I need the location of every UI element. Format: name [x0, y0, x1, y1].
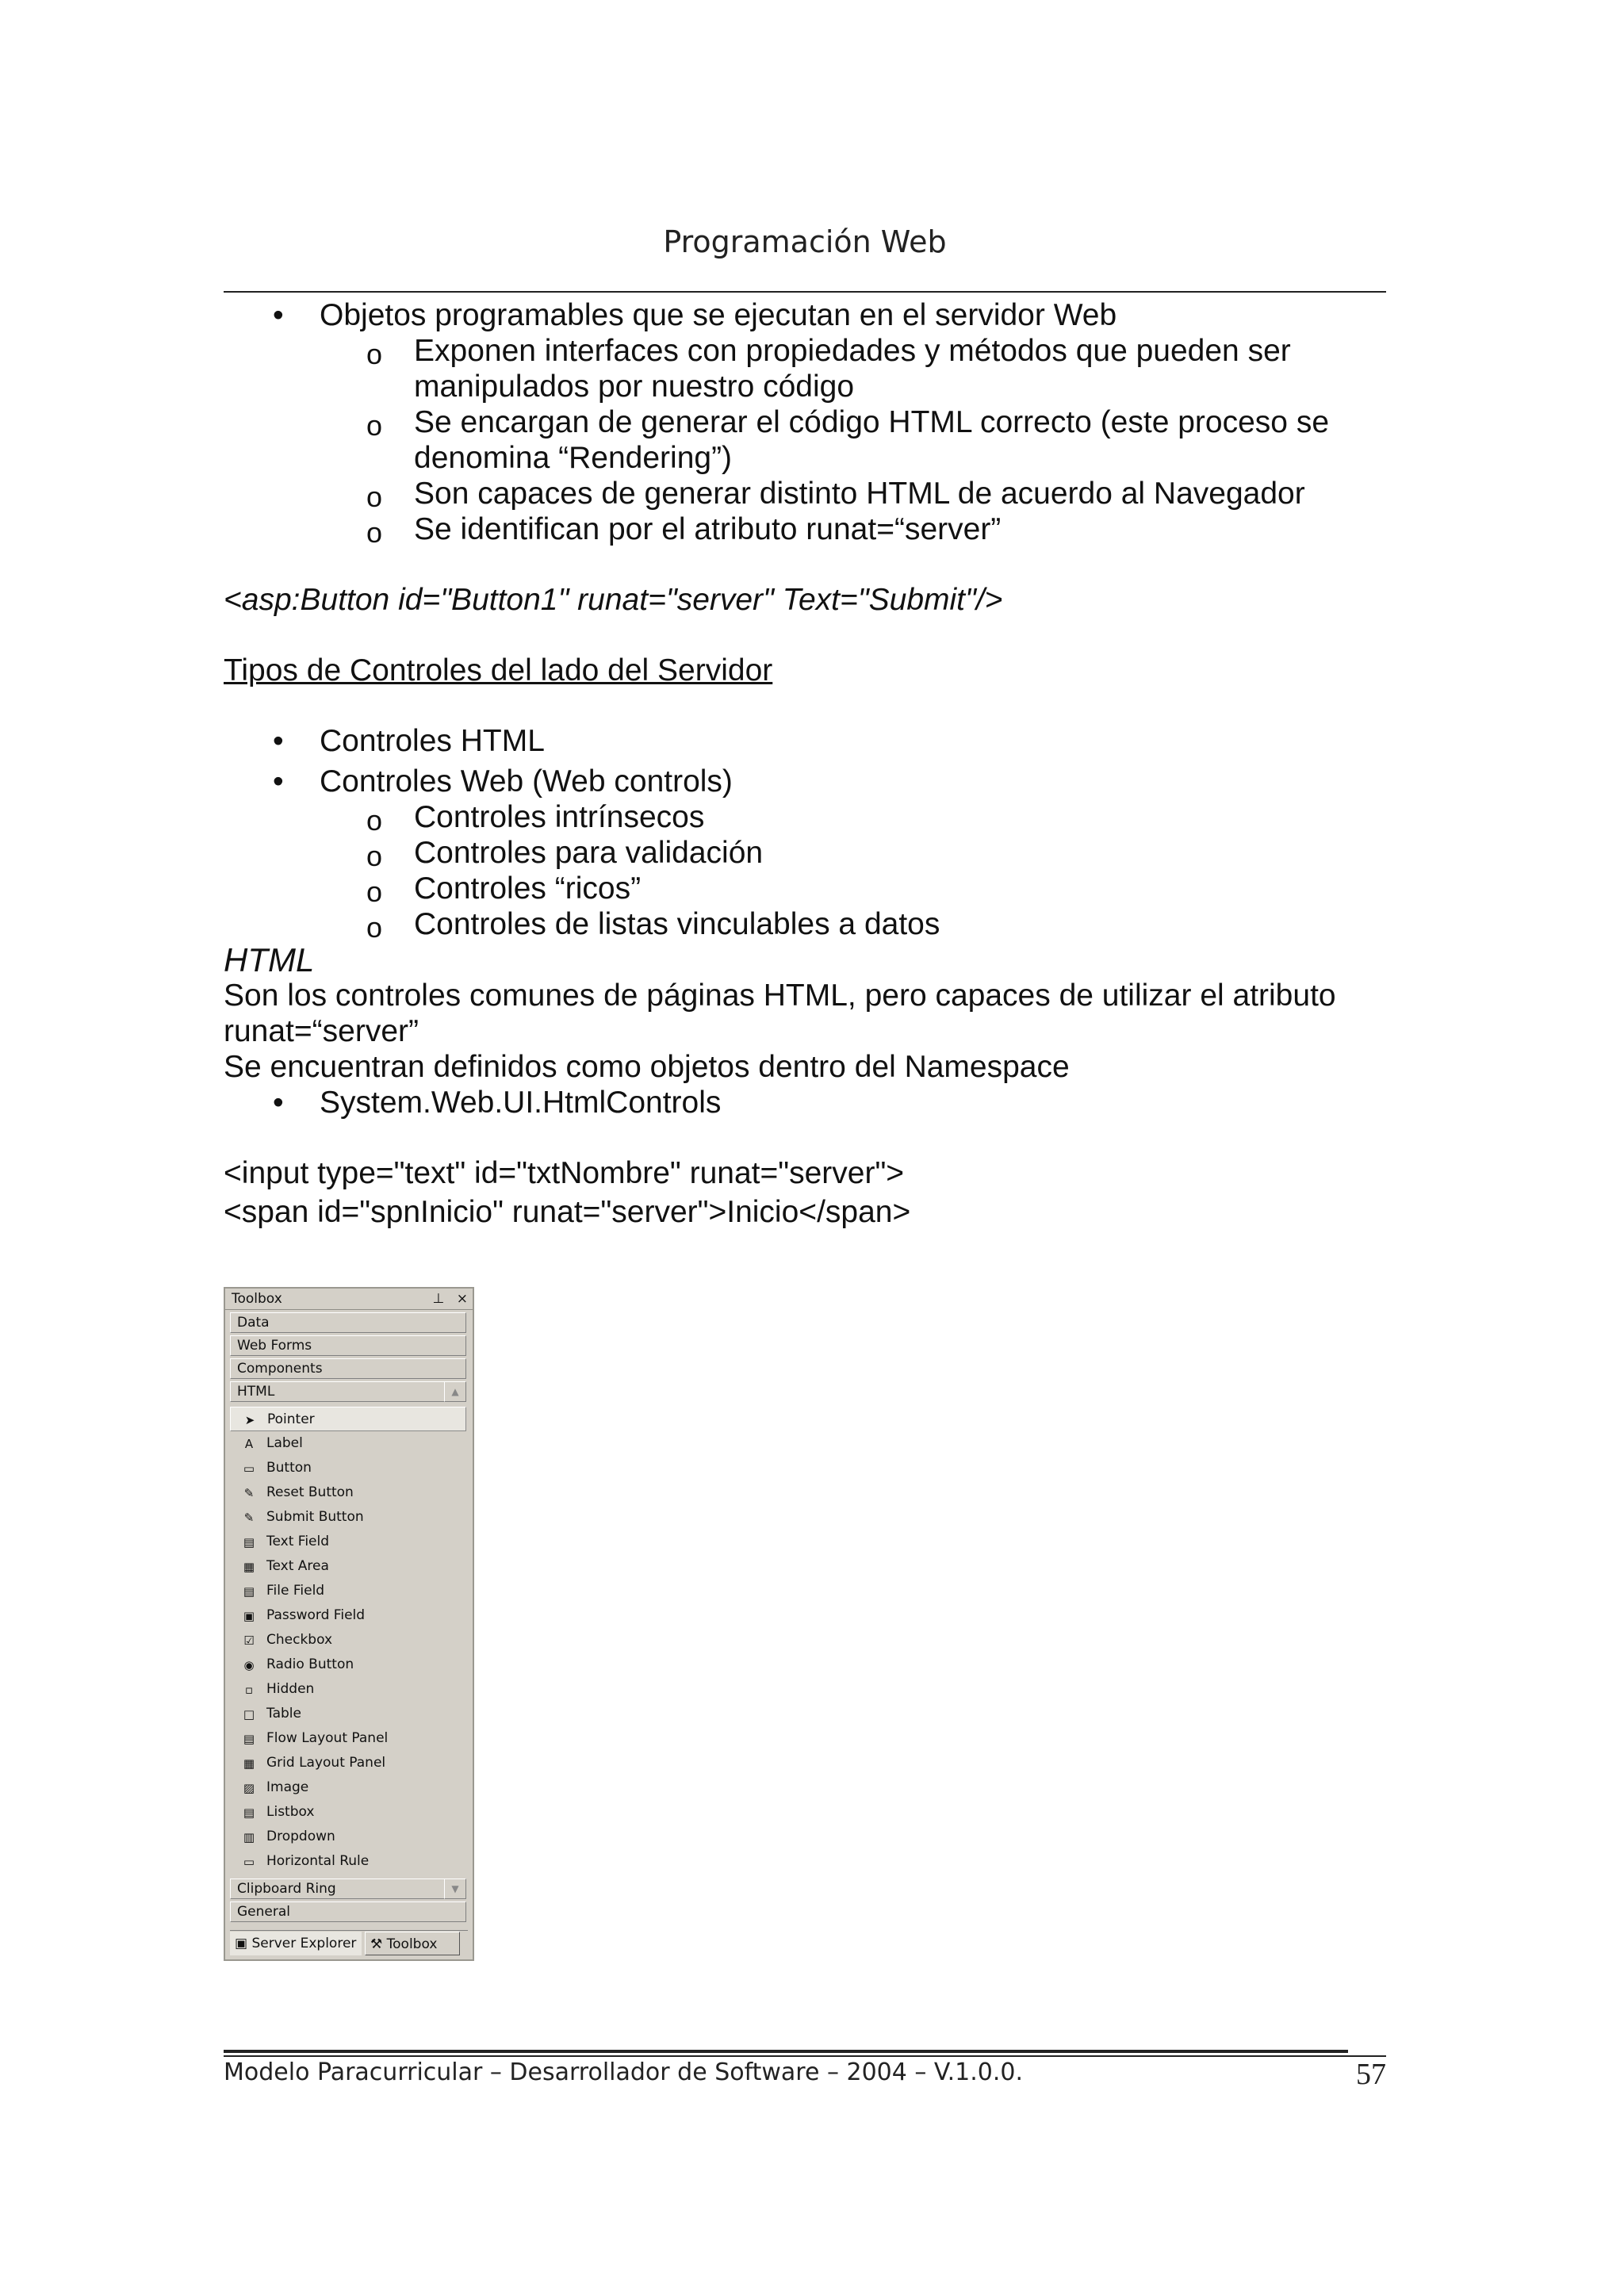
horizontal-rule-icon: ▭: [243, 1854, 255, 1869]
toolbox-item-grid-layout-panel[interactable]: ▦ Grid Layout Panel: [230, 1751, 466, 1775]
toolbox-item-flow-layout-panel[interactable]: ▤ Flow Layout Panel: [230, 1726, 466, 1751]
toolbox-panel: [224, 1287, 474, 1961]
sub-bullet-item: o Controles para validación: [366, 836, 764, 872]
toolbox-item-file-field[interactable]: ▤ File Field: [230, 1579, 466, 1603]
toolbox-category-components[interactable]: Components: [230, 1358, 466, 1379]
toolbox-titlebar: [225, 1289, 473, 1310]
bullet-icon: •: [273, 724, 284, 758]
sub-bullet-item: o Se identifican por el atributo runat=“server”: [366, 512, 1002, 549]
bullet-item: • System.Web.UI.HtmlControls: [273, 1086, 722, 1120]
circle-bullet-icon: o: [366, 481, 383, 513]
toolbox-items: [230, 1407, 466, 1874]
pointer-icon: ➤: [244, 1412, 255, 1427]
sub-bullet-item: o Exponen interfaces con propiedades y métodos que pueden ser manipulados por nuestro código: [366, 334, 1291, 404]
sub-bullet-item: o Controles “ricos”: [366, 871, 642, 908]
footer-divider: [224, 2050, 1348, 2053]
toolbox-category-general[interactable]: General: [230, 1901, 466, 1922]
toolbox-item-pointer[interactable]: ➤ Pointer: [230, 1407, 466, 1431]
toolbox-item-button[interactable]: ▭ Button: [230, 1456, 466, 1480]
toolbox-item-table[interactable]: □ Table: [230, 1702, 466, 1726]
radio-button-icon: ◉: [243, 1657, 255, 1672]
toolbox-item-submit-button[interactable]: ✎ Submit Button: [230, 1505, 466, 1530]
image-icon: ▨: [243, 1780, 255, 1795]
bullet-icon: •: [273, 764, 284, 798]
tab-toolbox[interactable]: ⚒ Toolbox: [365, 1932, 460, 1955]
html-heading: HTML: [224, 941, 315, 978]
sub-bullet-item: o Controles intrínsecos: [366, 800, 705, 837]
footer-text: Modelo Paracurricular – Desarrollador de Software – 2004 – V.1.0.0.: [224, 2058, 1023, 2086]
label-icon: A: [244, 1436, 254, 1451]
pin-icon[interactable]: ⊥: [432, 1291, 445, 1307]
reset-button-icon: ✎: [243, 1485, 255, 1500]
scroll-down-icon[interactable]: ▼: [444, 1878, 466, 1899]
server-explorer-icon: ▣: [235, 1936, 248, 1951]
bullet-item: • Controles Web (Web controls): [273, 764, 733, 798]
footer-divider: [224, 2055, 1386, 2057]
page-content: [224, 297, 1386, 1230]
header-divider: [224, 291, 1386, 293]
paragraph: Son los controles comunes de páginas HTML, pero capaces de utilizar el atributo runat=“server”: [224, 978, 1336, 1048]
toolbox-category-html[interactable]: HTML ▲: [230, 1381, 466, 1402]
text-area-icon: ▦: [243, 1559, 255, 1574]
bullet-icon: •: [273, 1086, 284, 1120]
toolbox-tabs: [230, 1930, 468, 1956]
close-icon[interactable]: ×: [456, 1291, 468, 1307]
hidden-icon: ▫: [244, 1682, 254, 1697]
checkbox-icon: ☑: [243, 1633, 255, 1648]
page-header-title: Programación Web: [663, 224, 947, 259]
toolbox-item-radio-button[interactable]: ◉ Radio Button: [230, 1653, 466, 1677]
circle-bullet-icon: o: [366, 804, 383, 837]
sub-bullet-item: o Se encargan de generar el código HTML correcto (este proceso se denomina “Rendering”): [366, 405, 1330, 475]
circle-bullet-icon: o: [366, 875, 383, 908]
circle-bullet-icon: o: [366, 338, 383, 370]
button-icon: ▭: [243, 1461, 255, 1476]
toolbox-item-text-field[interactable]: ▤ Text Field: [230, 1530, 466, 1554]
toolbox-item-checkbox[interactable]: ☑ Checkbox: [230, 1628, 466, 1653]
toolbox-item-image[interactable]: ▨ Image: [230, 1775, 466, 1800]
bullet-icon: •: [273, 298, 284, 332]
code-line: <span id="spnInicio" runat="server">Inicio</span>: [224, 1195, 911, 1229]
toolbox-item-horizontal-rule[interactable]: ▭ Horizontal Rule: [230, 1849, 466, 1874]
toolbox-category-web-forms[interactable]: Web Forms: [230, 1335, 466, 1356]
sub-bullet-item: o Son capaces de generar distinto HTML de acuerdo al Navegador: [366, 477, 1305, 513]
paragraph: Se encuentran definidos como objetos dentro del Namespace: [224, 1050, 1070, 1084]
code-example: <asp:Button id="Button1" runat="server" Text="Submit"/>: [224, 583, 1003, 617]
page-number: 57: [1356, 2058, 1386, 2091]
flow-layout-panel-icon: ▤: [243, 1731, 255, 1746]
table-icon: □: [243, 1706, 255, 1721]
toolbox-item-hidden[interactable]: ▫ Hidden: [230, 1677, 466, 1702]
code-line: <input type="text" id="txtNombre" runat="server">: [224, 1156, 905, 1190]
toolbox-item-label[interactable]: A Label: [230, 1431, 466, 1456]
circle-bullet-icon: o: [366, 840, 383, 872]
toolbox-title: Toolbox: [232, 1291, 282, 1307]
sub-bullet-item: o Controles de listas vinculables a datos: [366, 907, 940, 944]
dropdown-icon: ▥: [243, 1829, 255, 1844]
password-field-icon: ▣: [243, 1608, 255, 1623]
circle-bullet-icon: o: [366, 911, 383, 944]
circle-bullet-icon: o: [366, 516, 383, 549]
text-field-icon: ▤: [243, 1534, 255, 1549]
toolbox-item-password-field[interactable]: ▣ Password Field: [230, 1603, 466, 1628]
scroll-up-icon[interactable]: ▲: [444, 1381, 466, 1402]
section-heading: Tipos de Controles del lado del Servidor: [224, 653, 773, 687]
toolbox-category-data[interactable]: Data: [230, 1312, 466, 1333]
submit-button-icon: ✎: [243, 1510, 255, 1525]
toolbox-item-dropdown[interactable]: ▥ Dropdown: [230, 1825, 466, 1849]
bullet-item: • Objetos programables que se ejecutan en el servidor Web: [273, 298, 1117, 332]
listbox-icon: ▤: [243, 1805, 255, 1820]
toolbox-item-reset-button[interactable]: ✎ Reset Button: [230, 1480, 466, 1505]
file-field-icon: ▤: [243, 1584, 255, 1599]
toolbox-item-text-area[interactable]: ▦ Text Area: [230, 1554, 466, 1579]
toolbox-category-clipboard-ring[interactable]: Clipboard Ring ▼: [230, 1878, 466, 1899]
grid-layout-panel-icon: ▦: [243, 1756, 255, 1771]
circle-bullet-icon: o: [366, 409, 383, 442]
tab-server-explorer[interactable]: ▣ Server Explorer: [230, 1932, 362, 1955]
toolbox-tab-icon: ⚒: [370, 1936, 383, 1952]
bullet-item: • Controles HTML: [273, 724, 545, 758]
toolbox-item-listbox[interactable]: ▤ Listbox: [230, 1800, 466, 1825]
